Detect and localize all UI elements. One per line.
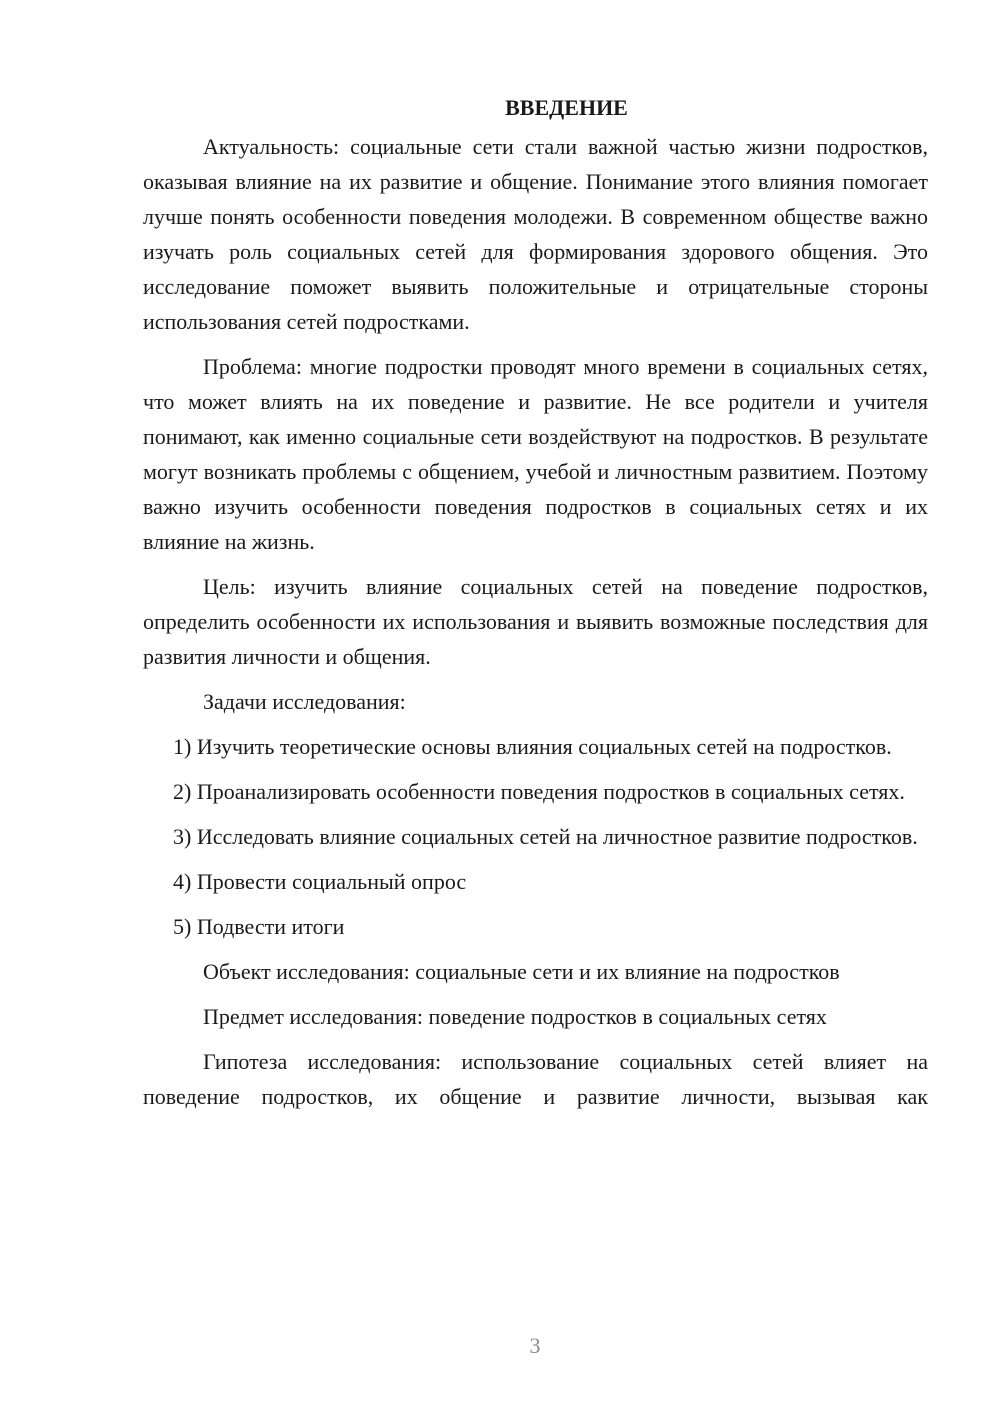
paragraph-problem: Проблема: многие подростки проводят много времени в социальных сетях, что может влиять на их поведение и развитие. Не все родители и учителя понимают, как именно социальные сети воздействуют на подростков. В результате могут возникать проблемы с общением, учебой и личностным развитием. Поэтому важно изучить особенности поведения подростков в социальных сетях и их влияние на жизнь. <box>143 354 928 554</box>
paragraph-subject: Предмет исследования: поведение подростков в социальных сетях <box>203 1004 827 1029</box>
task-item-5: 5) Подвести итоги <box>173 914 345 939</box>
page-number: 3 <box>529 1333 541 1358</box>
page-title: ВВЕДЕНИЕ <box>505 95 628 120</box>
task-item-1: 1) Изучить теоретические основы влияния социальных сетей на подростков. <box>173 734 892 759</box>
paragraph-hypothesis: Гипотеза исследования: использование социальных сетей влияет на поведение подростков, их общение и развитие личности, вызывая как <box>143 1049 928 1109</box>
tasks-title: Задачи исследования: <box>203 689 406 714</box>
task-item-4: 4) Провести социальный опрос <box>173 869 467 894</box>
paragraph-relevance: Актуальность: социальные сети стали важной частью жизни подростков, оказывая влияние на их развитие и общение. Понимание этого влияния помогает лучше понять особенности поведения молодежи. В современном обществе важно изучать роль социальных сетей для формирования здорового общения. Это исследование поможет выявить положительные и отрицательные стороны использования сетей подростками. <box>143 134 928 334</box>
document-body <box>143 90 928 1124</box>
task-item-3: 3) Исследовать влияние социальных сетей на личностное развитие подростков. <box>173 824 918 849</box>
task-item-2: 2) Проанализировать особенности поведения подростков в социальных сетях. <box>173 779 905 804</box>
paragraph-goal: Цель: изучить влияние социальных сетей на поведение подростков, определить особенности их использования и выявить возможные последствия для развития личности и общения. <box>143 574 928 669</box>
paragraph-object: Объект исследования: социальные сети и их влияние на подростков <box>203 959 840 984</box>
